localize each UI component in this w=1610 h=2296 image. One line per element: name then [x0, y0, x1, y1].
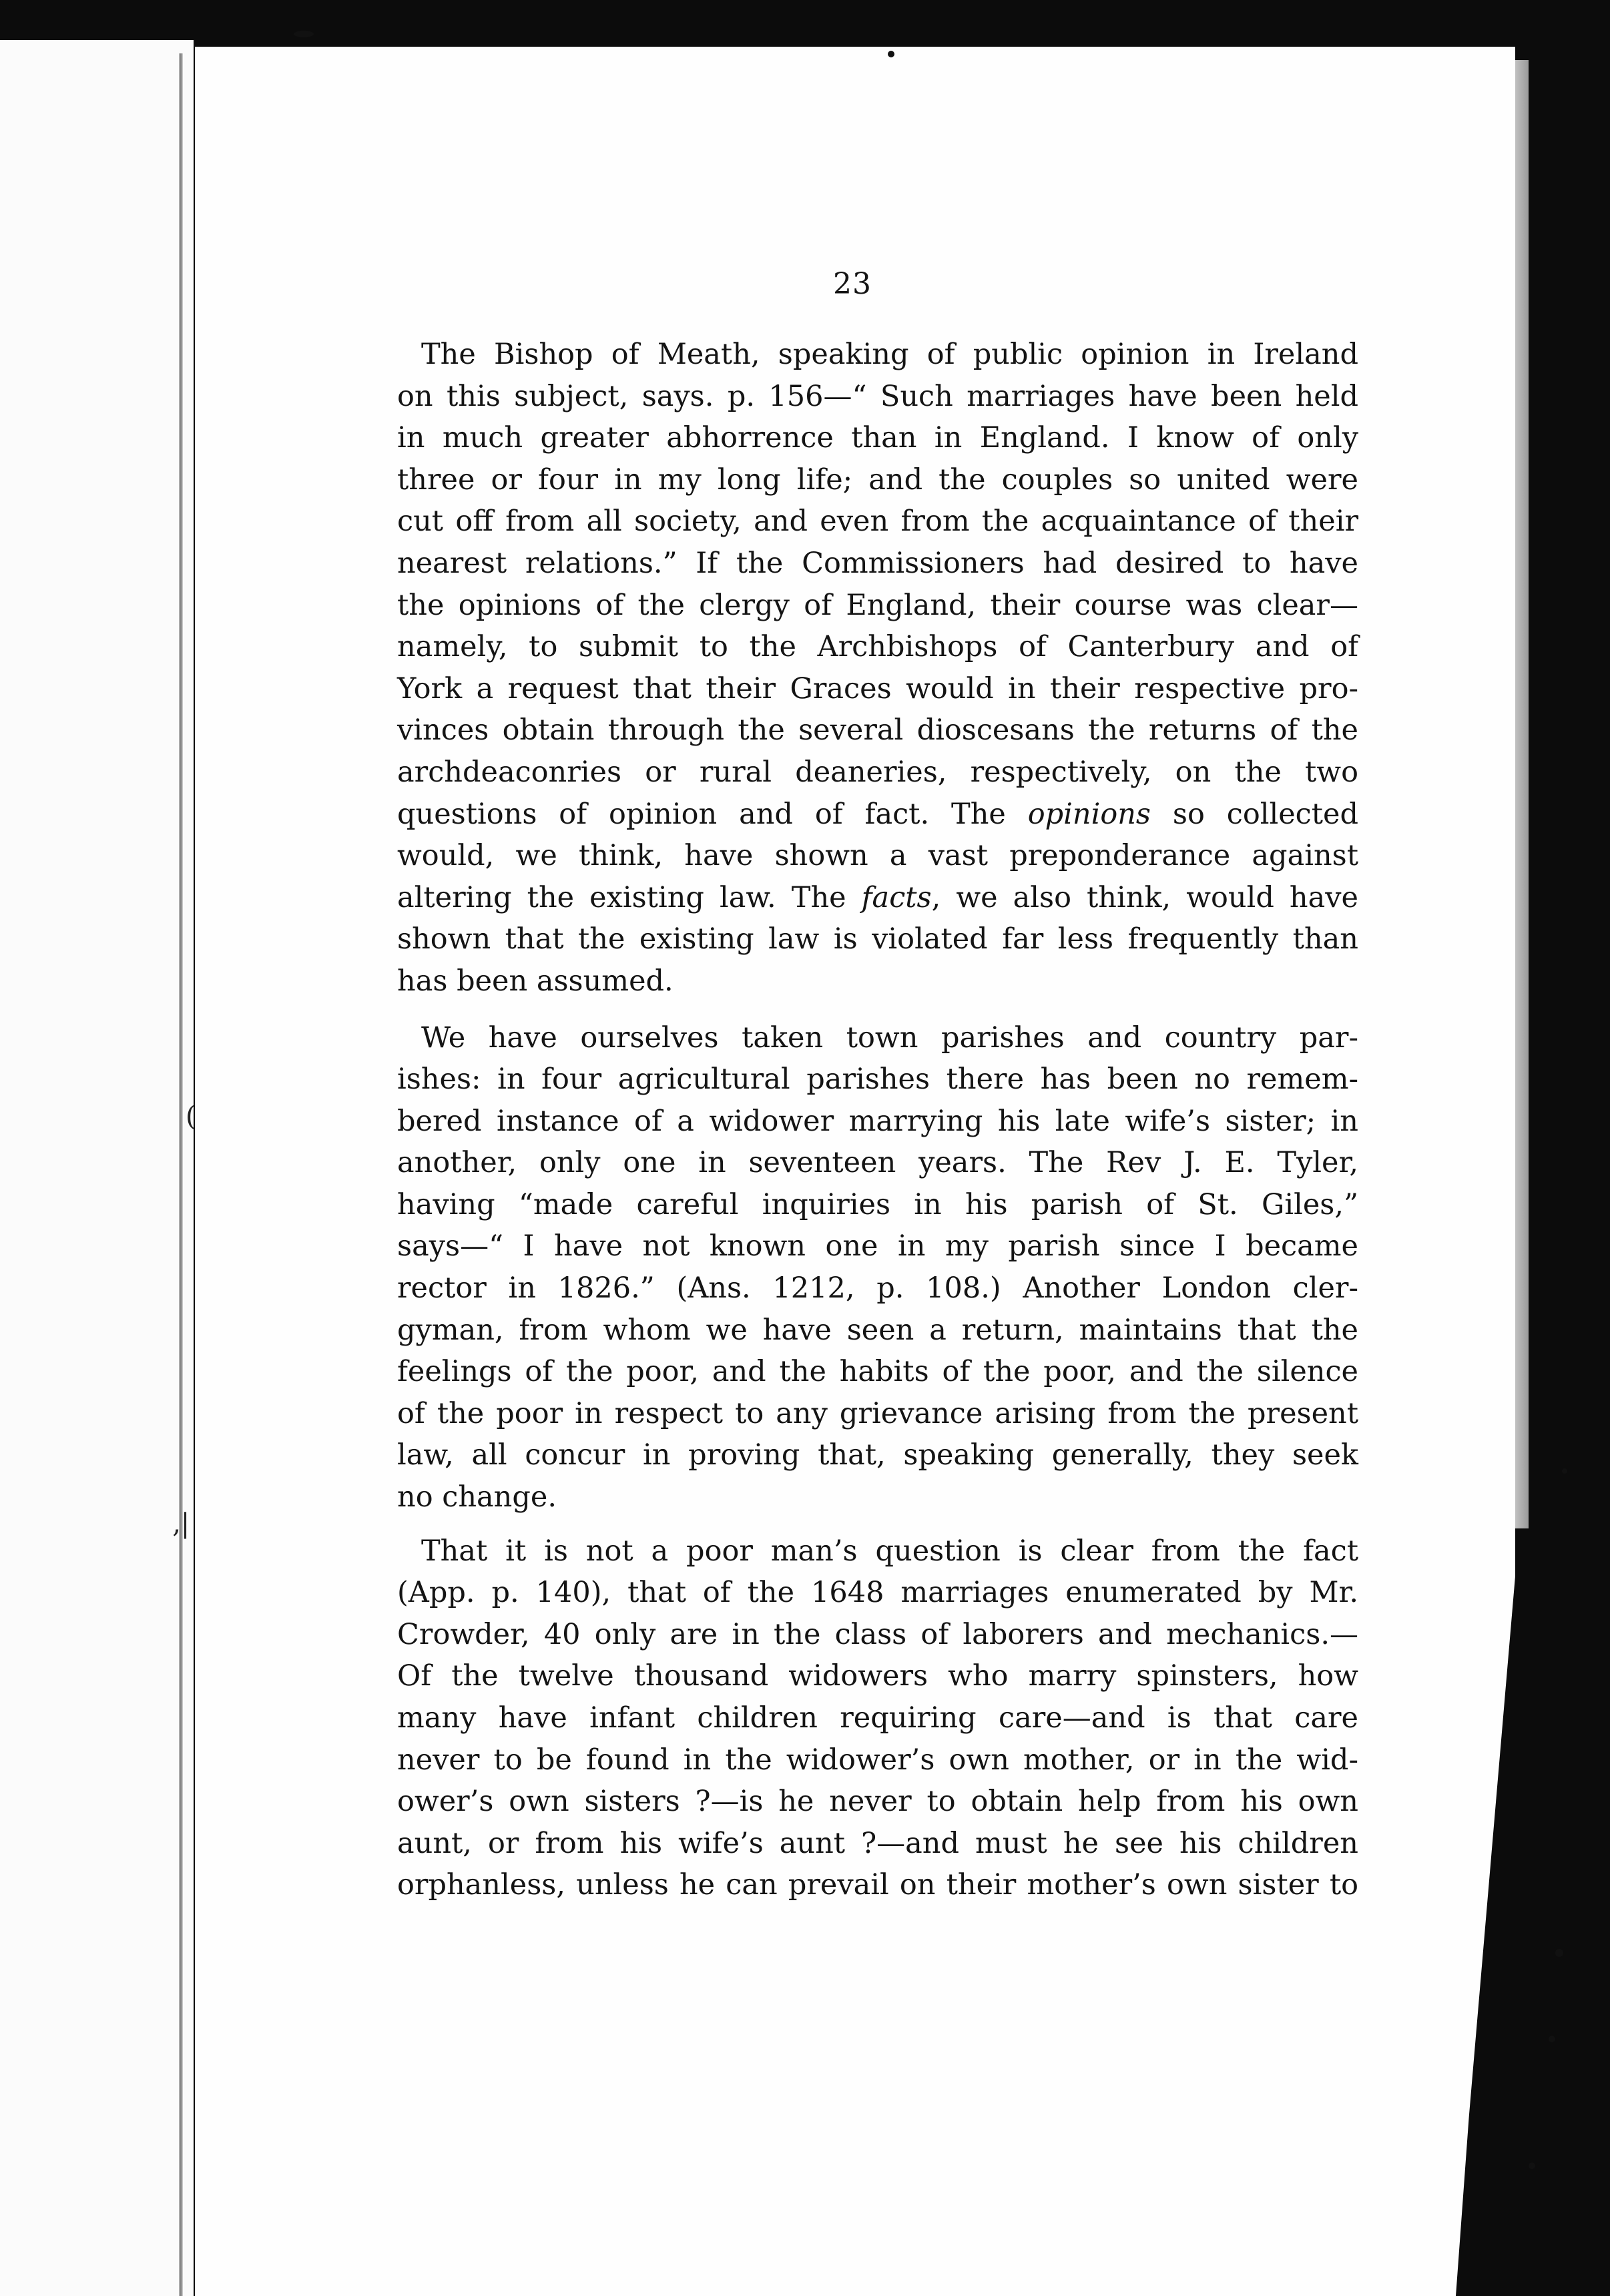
scan-speck: [1555, 1949, 1563, 1957]
text-line: feelings of the poor, and the habits of the poor, and the silence: [397, 1355, 1358, 1389]
text-line: orphanless, unless he can prevail on their mother’s own sister to: [397, 1868, 1358, 1902]
text-line: many have infant children requiring care—and is that care: [397, 1701, 1358, 1735]
text-line: having “made careful inquiries in his parish of St. Giles,”: [397, 1187, 1358, 1221]
paragraph-1: [397, 334, 1358, 1002]
scan-speck: [1549, 2036, 1555, 2042]
text-line: gyman, from whom we have seen a return, maintains that the: [397, 1313, 1358, 1347]
page-number: 23: [833, 267, 872, 301]
scan-speck: [294, 31, 314, 37]
text-line: Crowder, 40 only are in the class of laborers and mechanics.—: [397, 1617, 1358, 1651]
text-line: namely, to submit to the Archbishops of Canterbury and of: [397, 630, 1358, 664]
scan-speck: [1562, 1468, 1567, 1474]
text-line: York a request that their Graces would in their respective pro-: [397, 671, 1358, 705]
text-line: on this subject, says. p. 156—“ Such marriages have been held: [397, 379, 1358, 413]
scan-speck: [888, 51, 894, 57]
text-line: ower’s own sisters ?—is he never to obtain help from his own: [397, 1785, 1358, 1819]
text-line: shown that the existing law is violated far less frequently than: [397, 922, 1358, 956]
text-line: nearest relations.” If the Commissioners had desired to have: [397, 546, 1358, 580]
scan-speck: [1529, 2163, 1535, 2169]
text-line: bered instance of a widower marrying his late wife’s sister; in: [397, 1104, 1358, 1138]
text-line: of the poor in respect to any grievance arising from the present: [397, 1396, 1358, 1430]
paragraph-2: [397, 1017, 1358, 1518]
text-line: Of the twelve thousand widowers who marry spinsters, how: [397, 1659, 1358, 1693]
text-line: would, we think, have shown a vast preponderance against: [397, 839, 1358, 873]
text-line: never to be found in the widower’s own mother, or in the wid-: [397, 1743, 1358, 1777]
text-line: the opinions of the clergy of England, their course was clear—: [397, 588, 1358, 622]
text-line: cut off from all society, and even from the acquaintance of their: [397, 505, 1358, 539]
text-line: (App. p. 140), that of the 1648 marriages enumerated by Mr.: [397, 1576, 1358, 1610]
text-line: The Bishop of Meath, speaking of public opinion in Ireland: [421, 338, 1358, 371]
body-text: [397, 334, 1358, 1906]
text-line: That it is not a poor man’s question is clear from the fact: [421, 1534, 1358, 1568]
text-line: We have ourselves taken town parishes and country par-: [421, 1021, 1358, 1055]
text-line: altering the existing law. The facts, we also think, would have: [397, 880, 1358, 914]
text-line: ishes: in four agricultural parishes there has been no remem-: [397, 1063, 1358, 1097]
paragraph-gap: [397, 1518, 1358, 1530]
margin-mark: ‚|: [172, 1508, 190, 1539]
text-line: says—“ I have not known one in my parish since I became: [397, 1229, 1358, 1263]
text-line: three or four in my long life; and the couples so united were: [397, 463, 1358, 497]
text-line: vinces obtain through the several dioscesans the returns of the: [397, 713, 1358, 748]
text-line: law, all concur in proving that, speaking generally, they seek: [397, 1438, 1358, 1472]
paragraph-3: [397, 1530, 1358, 1906]
text-line: questions of opinion and of fact. The opinions so collected: [397, 797, 1358, 831]
facing-page-strip: [0, 40, 194, 2296]
margin-mark: (: [186, 1101, 196, 1132]
paragraph-gap: [397, 1002, 1358, 1017]
text-line: rector in 1826.” (Ans. 1212, p. 108.) Another London cler-: [397, 1271, 1358, 1306]
book-gutter: [179, 53, 183, 2296]
text-line: aunt, or from his wife’s aunt ?—and must he see his children: [397, 1826, 1358, 1860]
text-line: another, only one in seventeen years. The Rev J. E. Tyler,: [397, 1146, 1358, 1180]
text-line: in much greater abhorrence than in England. I know of only: [397, 421, 1358, 455]
text-line: no change.: [397, 1480, 557, 1514]
text-line: archdeaconries or rural deaneries, respectively, on the two: [397, 755, 1358, 789]
text-line: has been assumed.: [397, 964, 674, 998]
